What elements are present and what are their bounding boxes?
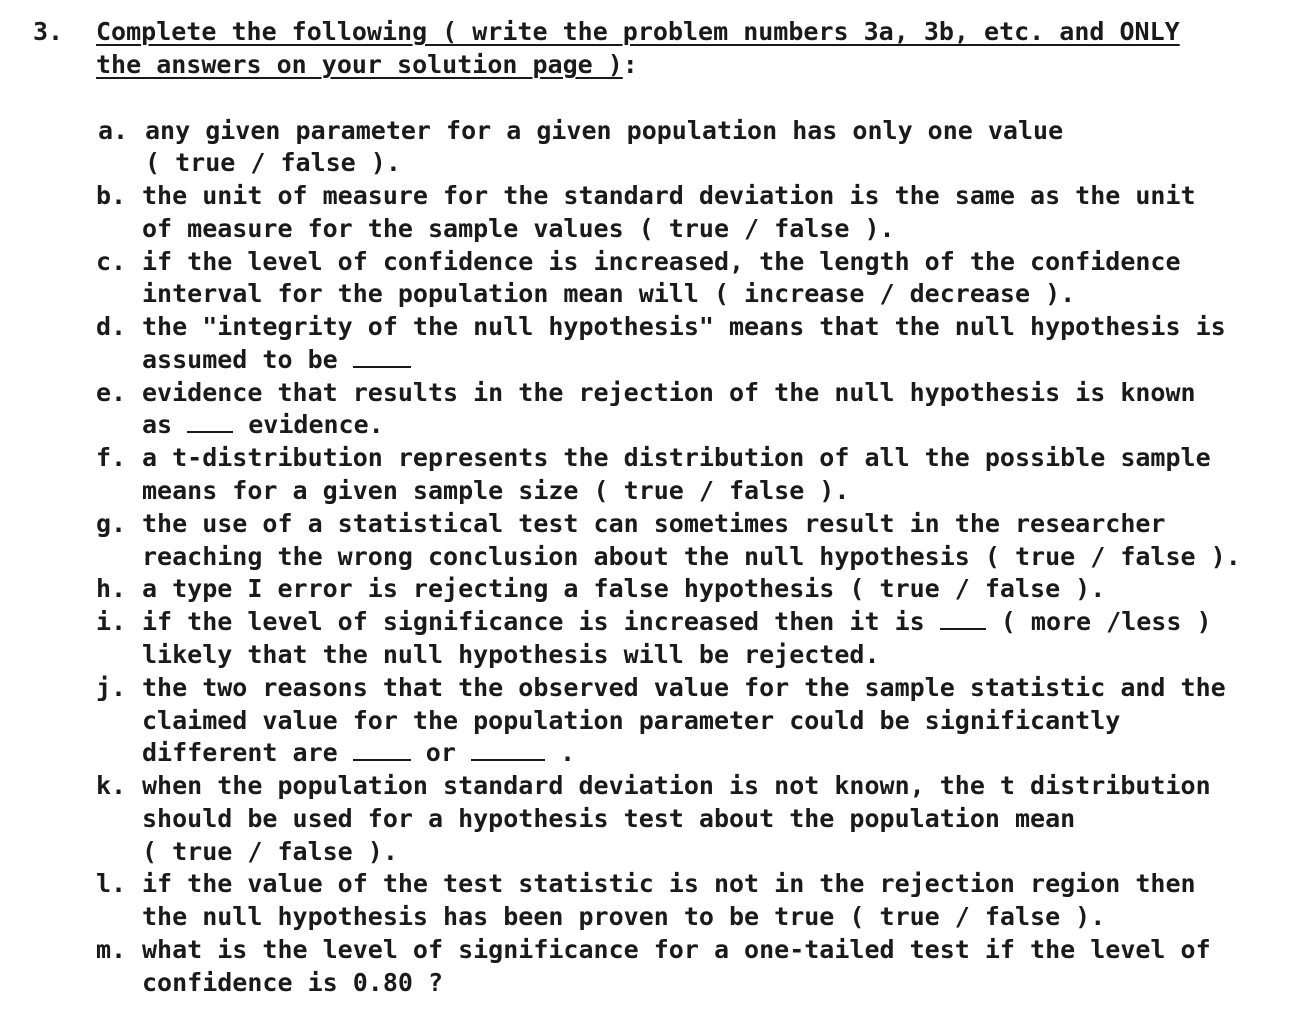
answer-blank xyxy=(940,608,986,630)
item-g-line-1: the use of a statistical test can sometimes result in the researcher xyxy=(142,509,1166,538)
item-k-line-3: ( true / false ). xyxy=(142,837,398,866)
item-m-letter: m. xyxy=(96,935,127,964)
instruction-line-2 xyxy=(96,48,638,81)
item-m-line-2: confidence is 0.80 ? xyxy=(142,968,444,997)
item-b-letter: b. xyxy=(96,181,127,210)
answer-blank xyxy=(471,739,545,761)
item-k-line-2: should be used for a hypothesis test about the population mean xyxy=(142,804,1076,833)
item-e-line-2 xyxy=(142,408,384,441)
item-c-line-1: if the level of confidence is increased, the length of the confidence xyxy=(142,247,1181,276)
item-a-letter: a. xyxy=(98,116,129,145)
item-d-letter: d. xyxy=(96,312,127,341)
item-i-letter: i. xyxy=(96,607,127,636)
item-f-letter: f. xyxy=(96,443,127,472)
item-e-line-2-end: evidence. xyxy=(248,410,384,439)
item-l-letter: l. xyxy=(96,869,127,898)
item-l-line-1: if the value of the test statistic is not in the rejection region then xyxy=(142,869,1196,898)
answer-blank xyxy=(353,346,411,368)
instruction-line-2-text: the answers on your solution page ) xyxy=(96,50,623,79)
item-e-line-2-start: as xyxy=(142,410,173,439)
item-h-line-1: a type I error is rejecting a false hypothesis ( true / false ). xyxy=(142,574,1106,603)
item-d-line-1: the "integrity of the null hypothesis" means that the null hypothesis is xyxy=(142,312,1226,341)
item-m-line-1: what is the level of significance for a one-tailed test if the level of xyxy=(142,935,1211,964)
item-i-line-1-start: if the level of significance is increased then it is xyxy=(142,607,925,636)
item-l-line-2: the null hypothesis has been proven to be true ( true / false ). xyxy=(142,902,1106,931)
item-j-line-3 xyxy=(142,736,575,769)
item-b-line-2: of measure for the sample values ( true / false ). xyxy=(142,214,895,243)
item-i-line-1 xyxy=(142,605,1212,638)
item-j-line-3-start: different are xyxy=(142,738,338,767)
item-e-letter: e. xyxy=(96,378,127,407)
item-j-period: . xyxy=(560,738,576,767)
item-c-line-2: interval for the population mean will ( increase / decrease ). xyxy=(142,279,1076,308)
item-k-line-1: when the population standard deviation is not known, the t distribution xyxy=(142,771,1211,800)
question-number: 3. xyxy=(33,17,64,46)
item-j-line-2: claimed value for the population parameter could be significantly xyxy=(142,706,1121,735)
item-g-line-2: reaching the wrong conclusion about the null hypothesis ( true / false ). xyxy=(142,542,1241,571)
item-b-line-1: the unit of measure for the standard deviation is the same as the unit xyxy=(142,181,1196,210)
item-k-letter: k. xyxy=(96,771,127,800)
item-i-line-1-end: ( more /less ) xyxy=(1000,607,1212,636)
item-d-line-2 xyxy=(142,343,411,376)
item-j-line-1: the two reasons that the observed value for the sample statistic and the xyxy=(142,673,1226,702)
item-i-line-2: likely that the null hypothesis will be rejected. xyxy=(142,640,880,669)
item-e-line-1: evidence that results in the rejection of the null hypothesis is known xyxy=(142,378,1196,407)
item-j-or: or xyxy=(425,738,456,767)
item-d-line-2-text: assumed to be xyxy=(142,345,338,374)
item-f-line-2: means for a given sample size ( true / false ). xyxy=(142,476,850,505)
item-g-letter: g. xyxy=(96,509,127,538)
item-a-line-1: any given parameter for a given population has only one value xyxy=(145,116,1064,145)
item-h-letter: h. xyxy=(96,574,127,603)
answer-blank xyxy=(353,739,411,761)
instruction-colon: : xyxy=(622,50,638,79)
item-j-letter: j. xyxy=(96,673,127,702)
item-a-line-2: ( true / false ). xyxy=(145,148,401,177)
item-c-letter: c. xyxy=(96,247,127,276)
item-f-line-1: a t-distribution represents the distribution of all the possible sample xyxy=(142,443,1211,472)
answer-blank xyxy=(187,411,233,433)
instruction-line-1: Complete the following ( write the problem numbers 3a, 3b, etc. and ONLY xyxy=(96,17,1180,46)
